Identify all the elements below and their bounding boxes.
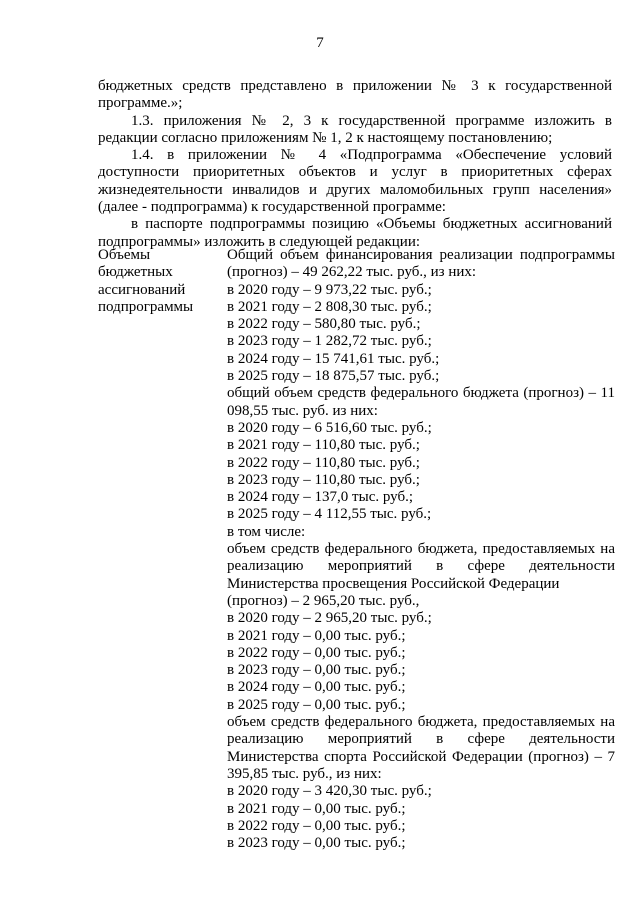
- budget-line: в 2024 году – 15 741,61 тыс. руб.;: [227, 350, 440, 367]
- position-name-line: ассигнований: [98, 281, 186, 298]
- intro-paragraph: 1.4. в приложении № 4 «Подпрограмма «Обеспечение условий доступности приоритетных объектов и услуг в приоритетных сферах жизнедеятельности инвалидов и других маломобильных групп населения» (далее - подпрограмма) к государственной программе:: [98, 147, 612, 216]
- intro-paragraph: в паспорте подпрограммы позицию «Объемы бюджетных ассигнований подпрограммы» изложить в следующей редакции:: [98, 216, 612, 250]
- intro-text: [98, 78, 612, 251]
- budget-line: в 2020 году – 6 516,60 тыс. руб.;: [227, 419, 432, 436]
- budget-line: (прогноз) – 2 965,20 тыс. руб.,: [227, 592, 420, 609]
- budget-line: объем средств федерального бюджета, предоставляемых на реализацию мероприятий в сфере деятельности Министерства просвещения Российской Федерации: [227, 541, 615, 592]
- budget-line: в 2025 году – 4 112,55 тыс. руб.;: [227, 506, 432, 523]
- budget-line: в том числе:: [227, 523, 306, 540]
- budget-line: в 2020 году – 3 420,30 тыс. руб.;: [227, 783, 432, 800]
- budget-line: в 2020 году – 2 965,20 тыс. руб.;: [227, 610, 432, 627]
- intro-paragraph: бюджетных средств представлено в приложении № 3 к государственной программе.»;: [98, 78, 612, 112]
- intro-paragraph: 1.3. приложения № 2, 3 к государственной программе изложить в редакции согласно приложениям № 1, 2 к настоящему постановлению;: [98, 112, 612, 146]
- budget-line: в 2020 году – 9 973,22 тыс. руб.;: [227, 281, 432, 298]
- budget-line: в 2021 году – 110,80 тыс. руб.;: [227, 437, 420, 454]
- budget-line: в 2023 году – 1 282,72 тыс. руб.;: [227, 333, 432, 350]
- position-name-line: подпрограммы: [98, 298, 194, 315]
- budget-line: в 2024 году – 0,00 тыс. руб.;: [227, 679, 406, 696]
- position-name-line: Объемы: [98, 247, 151, 263]
- budget-line: в 2022 году – 110,80 тыс. руб.;: [227, 454, 420, 471]
- budget-line: в 2022 году – 580,80 тыс. руб.;: [227, 316, 421, 333]
- budget-line: Общий объем финансирования реализации подпрограммы (прогноз) – 49 262,22 тыс. руб., из них:: [227, 247, 615, 281]
- budget-line: в 2023 году – 0,00 тыс. руб.;: [227, 662, 406, 679]
- budget-line: в 2024 году – 137,0 тыс. руб.;: [227, 489, 414, 506]
- budget-details-column: [227, 247, 615, 852]
- budget-line: в 2025 году – 0,00 тыс. руб.;: [227, 696, 406, 713]
- budget-line: объем средств федерального бюджета, предоставляемых на реализацию мероприятий в сфере деятельности Министерства спорта Российской Федерации (прогноз) – 7 395,85 тыс. руб., из них:: [227, 714, 615, 782]
- position-name-line: бюджетных: [98, 264, 173, 281]
- budget-line: в 2023 году – 0,00 тыс. руб.;: [227, 835, 406, 852]
- page-number: 7: [316, 35, 324, 51]
- budget-line: в 2021 году – 0,00 тыс. руб.;: [227, 627, 406, 644]
- budget-line: общий объем средств федерального бюджета (прогноз) – 11 098,55 тыс. руб. из них:: [227, 385, 615, 419]
- budget-line: в 2022 году – 0,00 тыс. руб.;: [227, 644, 406, 661]
- budget-line: в 2021 году – 0,00 тыс. руб.;: [227, 800, 406, 817]
- budget-line: в 2023 году – 110,80 тыс. руб.;: [227, 471, 420, 488]
- budget-line: в 2021 году – 2 808,30 тыс. руб.;: [227, 298, 432, 315]
- position-name-column: [98, 247, 218, 316]
- budget-line: в 2022 году – 0,00 тыс. руб.;: [227, 817, 406, 834]
- budget-line: в 2025 году – 18 875,57 тыс. руб.;: [227, 368, 440, 385]
